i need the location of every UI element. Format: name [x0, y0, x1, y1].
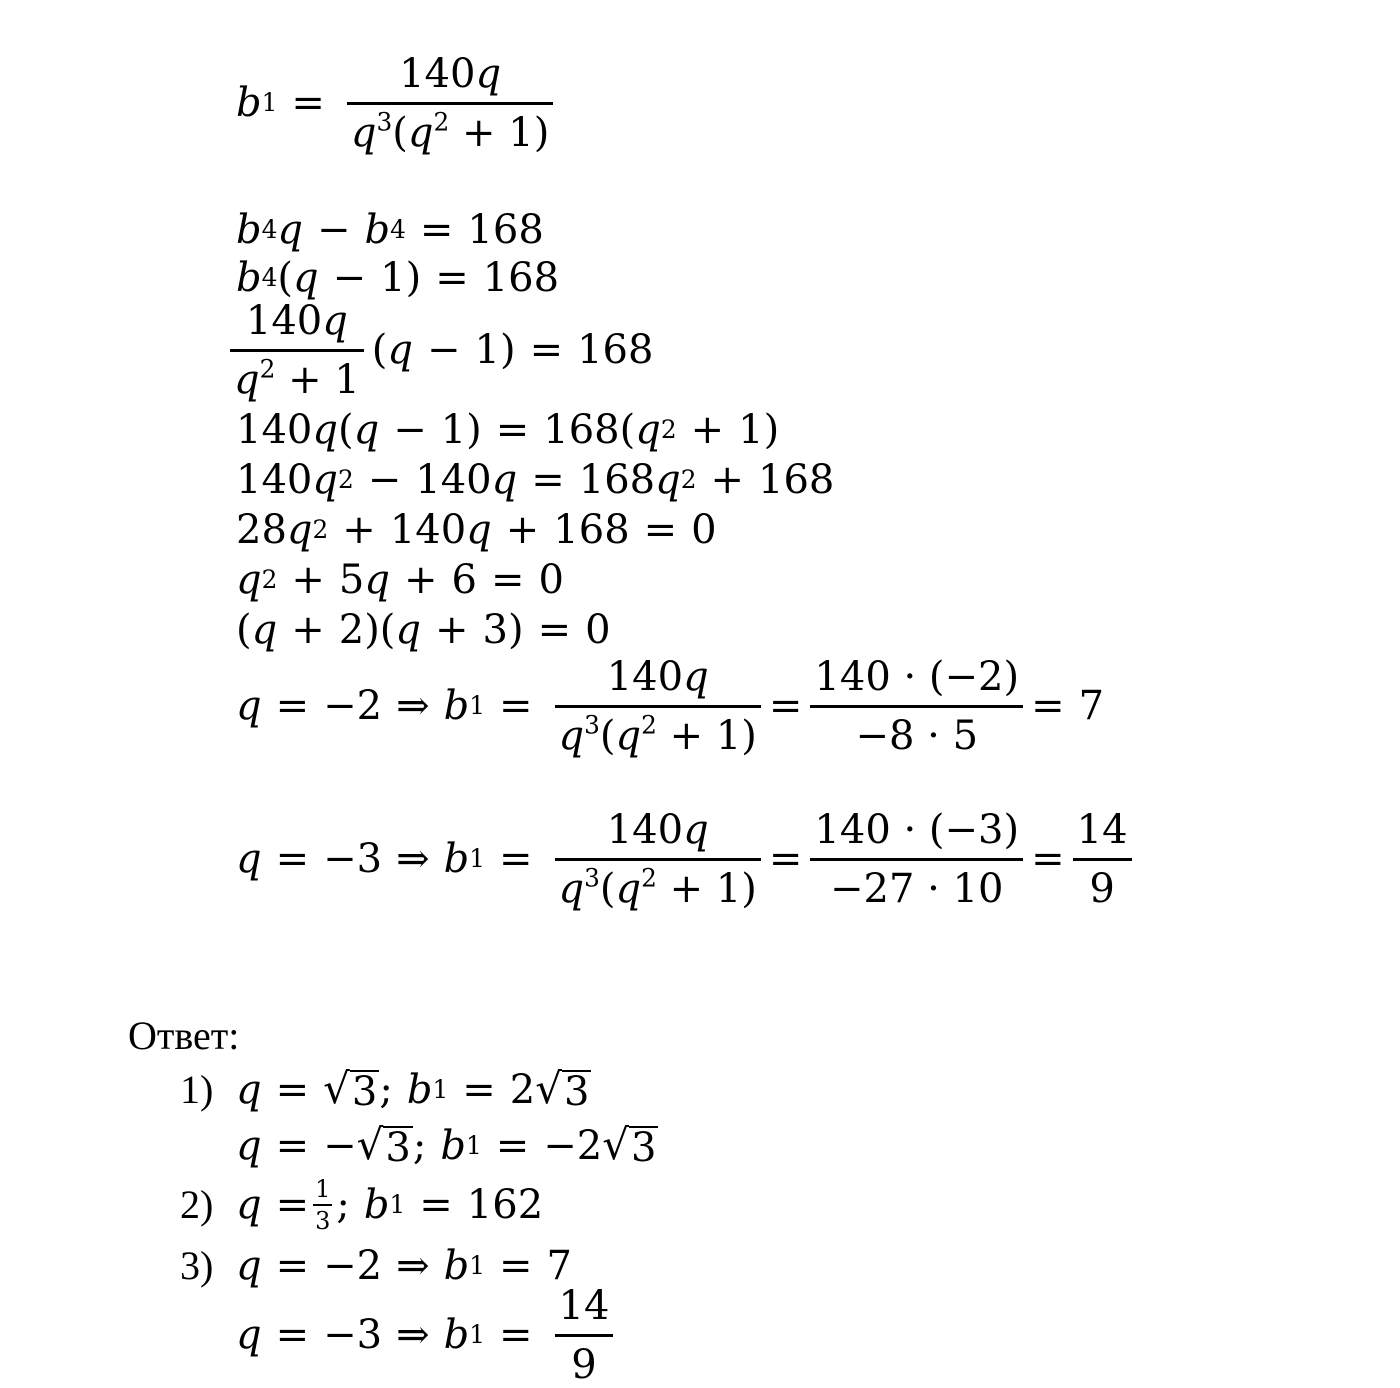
fraction: $\frac{140q}{q^3(q^2 + 1)}$: [555, 657, 761, 756]
fraction: $\frac{1}{3}$: [315, 1175, 331, 1235]
fraction: $\frac{140 \cdot (-3)}{-27 \cdot 10}$: [810, 810, 1023, 909]
fraction: $\frac{14}{9}$: [1073, 810, 1132, 909]
fraction: $\frac{140 \cdot (-2)}{-8 \cdot 5}$: [810, 657, 1023, 756]
equation-line: b 4 ( q − 1) = 168: [236, 255, 560, 301]
answer-number: 3): [180, 1243, 214, 1288]
sqrt: √ 3: [535, 1064, 590, 1115]
sqrt: √ 3: [356, 1120, 411, 1171]
answer-item-2: 2) q = $\frac{1}{3}$ ; b 1 = 162: [180, 1175, 544, 1235]
fraction: $\frac{140q}{q^3(q^2 + 1)}$: [555, 810, 761, 909]
equation-line: 140 q ( q − 1) = 168 ( q 2 + 1): [236, 407, 780, 453]
equation-line: 28 q 2 + 140 q + 168 = 0: [236, 507, 717, 553]
fraction: $\frac{14}{9}$: [555, 1286, 614, 1385]
fraction: $\frac{140q}{q^2 + 1}$: [230, 301, 364, 400]
answer-number: 1): [180, 1067, 214, 1112]
equation-line: 140 q 2 − 140 q = 168 q 2 + 168: [236, 457, 835, 503]
fraction: $\frac{140q}{q^3(q^2 + 1)}$: [347, 54, 553, 153]
equation-line: $\frac{140q}{q^2 + 1}$ ( q − 1) = 168: [230, 302, 653, 398]
answer-item-1: 1) q = √ 3 ; b 1 = 2 √ 3: [180, 1064, 590, 1115]
equation-line: q 2 + 5 q + 6 = 0: [236, 557, 564, 603]
answer-label: Ответ:: [128, 1013, 240, 1058]
answer-item-3: 3) q = − 2 ⇒ b 1 = 7: [180, 1243, 572, 1289]
equation-line: ( q + 2 )( q + 3 ) = 0: [236, 607, 611, 653]
answer-number: 2): [180, 1182, 214, 1227]
sqrt: √ 3: [323, 1064, 378, 1115]
sqrt: √ 3: [602, 1120, 657, 1171]
equation-case-q-minus-2: q = − 2 ⇒ b 1 = $\frac{140q}{q^3(q^2 + 1)}$ = $\frac{140 \cdot (-2)}{-8 \cdot 5}$ = 7: [236, 653, 1105, 759]
equation-b1-formula: b 1 = $\frac{140q}{q^3(q^2 + 1)}$: [236, 48, 561, 158]
equation-line: b 4 q − b 4 = 168: [236, 207, 544, 253]
equation-case-q-minus-3: q = − 3 ⇒ b 1 = $\frac{140q}{q^3(q^2 + 1)}$ = $\frac{140 \cdot (-3)}{-27 \cdot 10}$ = $\frac{14}{9}$: [236, 805, 1140, 913]
answer-item-1b: q = − √ 3 ; b 1 = − 2 √ 3: [236, 1120, 657, 1171]
answer-item-3b: q = − 3 ⇒ b 1 = $\frac{14}{9}$: [236, 1290, 621, 1380]
